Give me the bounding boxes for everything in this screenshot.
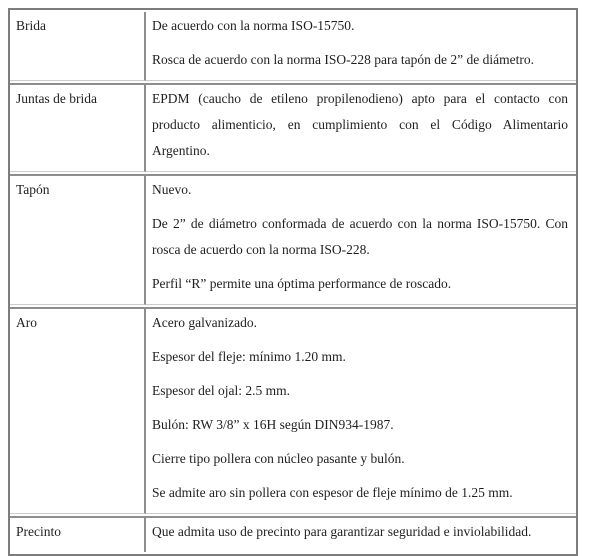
row-label: Tapón xyxy=(10,174,146,305)
row-description xyxy=(146,516,576,552)
row-label: Precinto xyxy=(10,516,146,552)
description-paragraph: Espesor del ojal: 2.5 mm. xyxy=(152,383,290,398)
table-row xyxy=(10,307,576,514)
document-page xyxy=(8,8,592,556)
table-row xyxy=(10,83,576,172)
description-paragraph: De 2” de diámetro conformada de acuerdo con la norma ISO-15750. Con rosca de acuerdo con la norma ISO-228. xyxy=(152,216,568,257)
table-row xyxy=(10,174,576,305)
description-paragraph: Que admita uso de precinto para garantizar seguridad e inviolabilidad. xyxy=(152,524,532,539)
spec-table-body xyxy=(10,12,576,552)
specifications-table xyxy=(8,8,578,556)
description-paragraph: Se admite aro sin pollera con espesor de fleje mínimo de 1.25 mm. xyxy=(152,485,513,500)
description-paragraph: Nuevo. xyxy=(152,182,192,197)
description-paragraph: Espesor del fleje: mínimo 1.20 mm. xyxy=(152,349,346,364)
row-description xyxy=(146,174,576,305)
row-description xyxy=(146,83,576,172)
description-paragraph: Acero galvanizado. xyxy=(152,315,257,330)
row-label: Juntas de brida xyxy=(10,83,146,172)
table-row xyxy=(10,12,576,81)
description-paragraph: Bulón: RW 3/8” x 16H según DIN934-1987. xyxy=(152,417,394,432)
description-paragraph: Perfil “R” permite una óptima performance de roscado. xyxy=(152,276,452,291)
row-description xyxy=(146,307,576,514)
description-paragraph: Rosca de acuerdo con la norma ISO-228 para tapón de 2” de diámetro. xyxy=(152,52,534,67)
row-description xyxy=(146,12,576,81)
description-paragraph: EPDM (caucho de etileno propilenodieno) apto para el contacto con producto alimenticio, en cumplimiento con el Código Alimentario Argentino. xyxy=(152,91,568,158)
description-paragraph: Cierre tipo pollera con núcleo pasante y bulón. xyxy=(152,451,405,466)
description-paragraph: De acuerdo con la norma ISO-15750. xyxy=(152,18,355,33)
row-label: Brida xyxy=(10,12,146,81)
row-label: Aro xyxy=(10,307,146,514)
table-row xyxy=(10,516,576,552)
